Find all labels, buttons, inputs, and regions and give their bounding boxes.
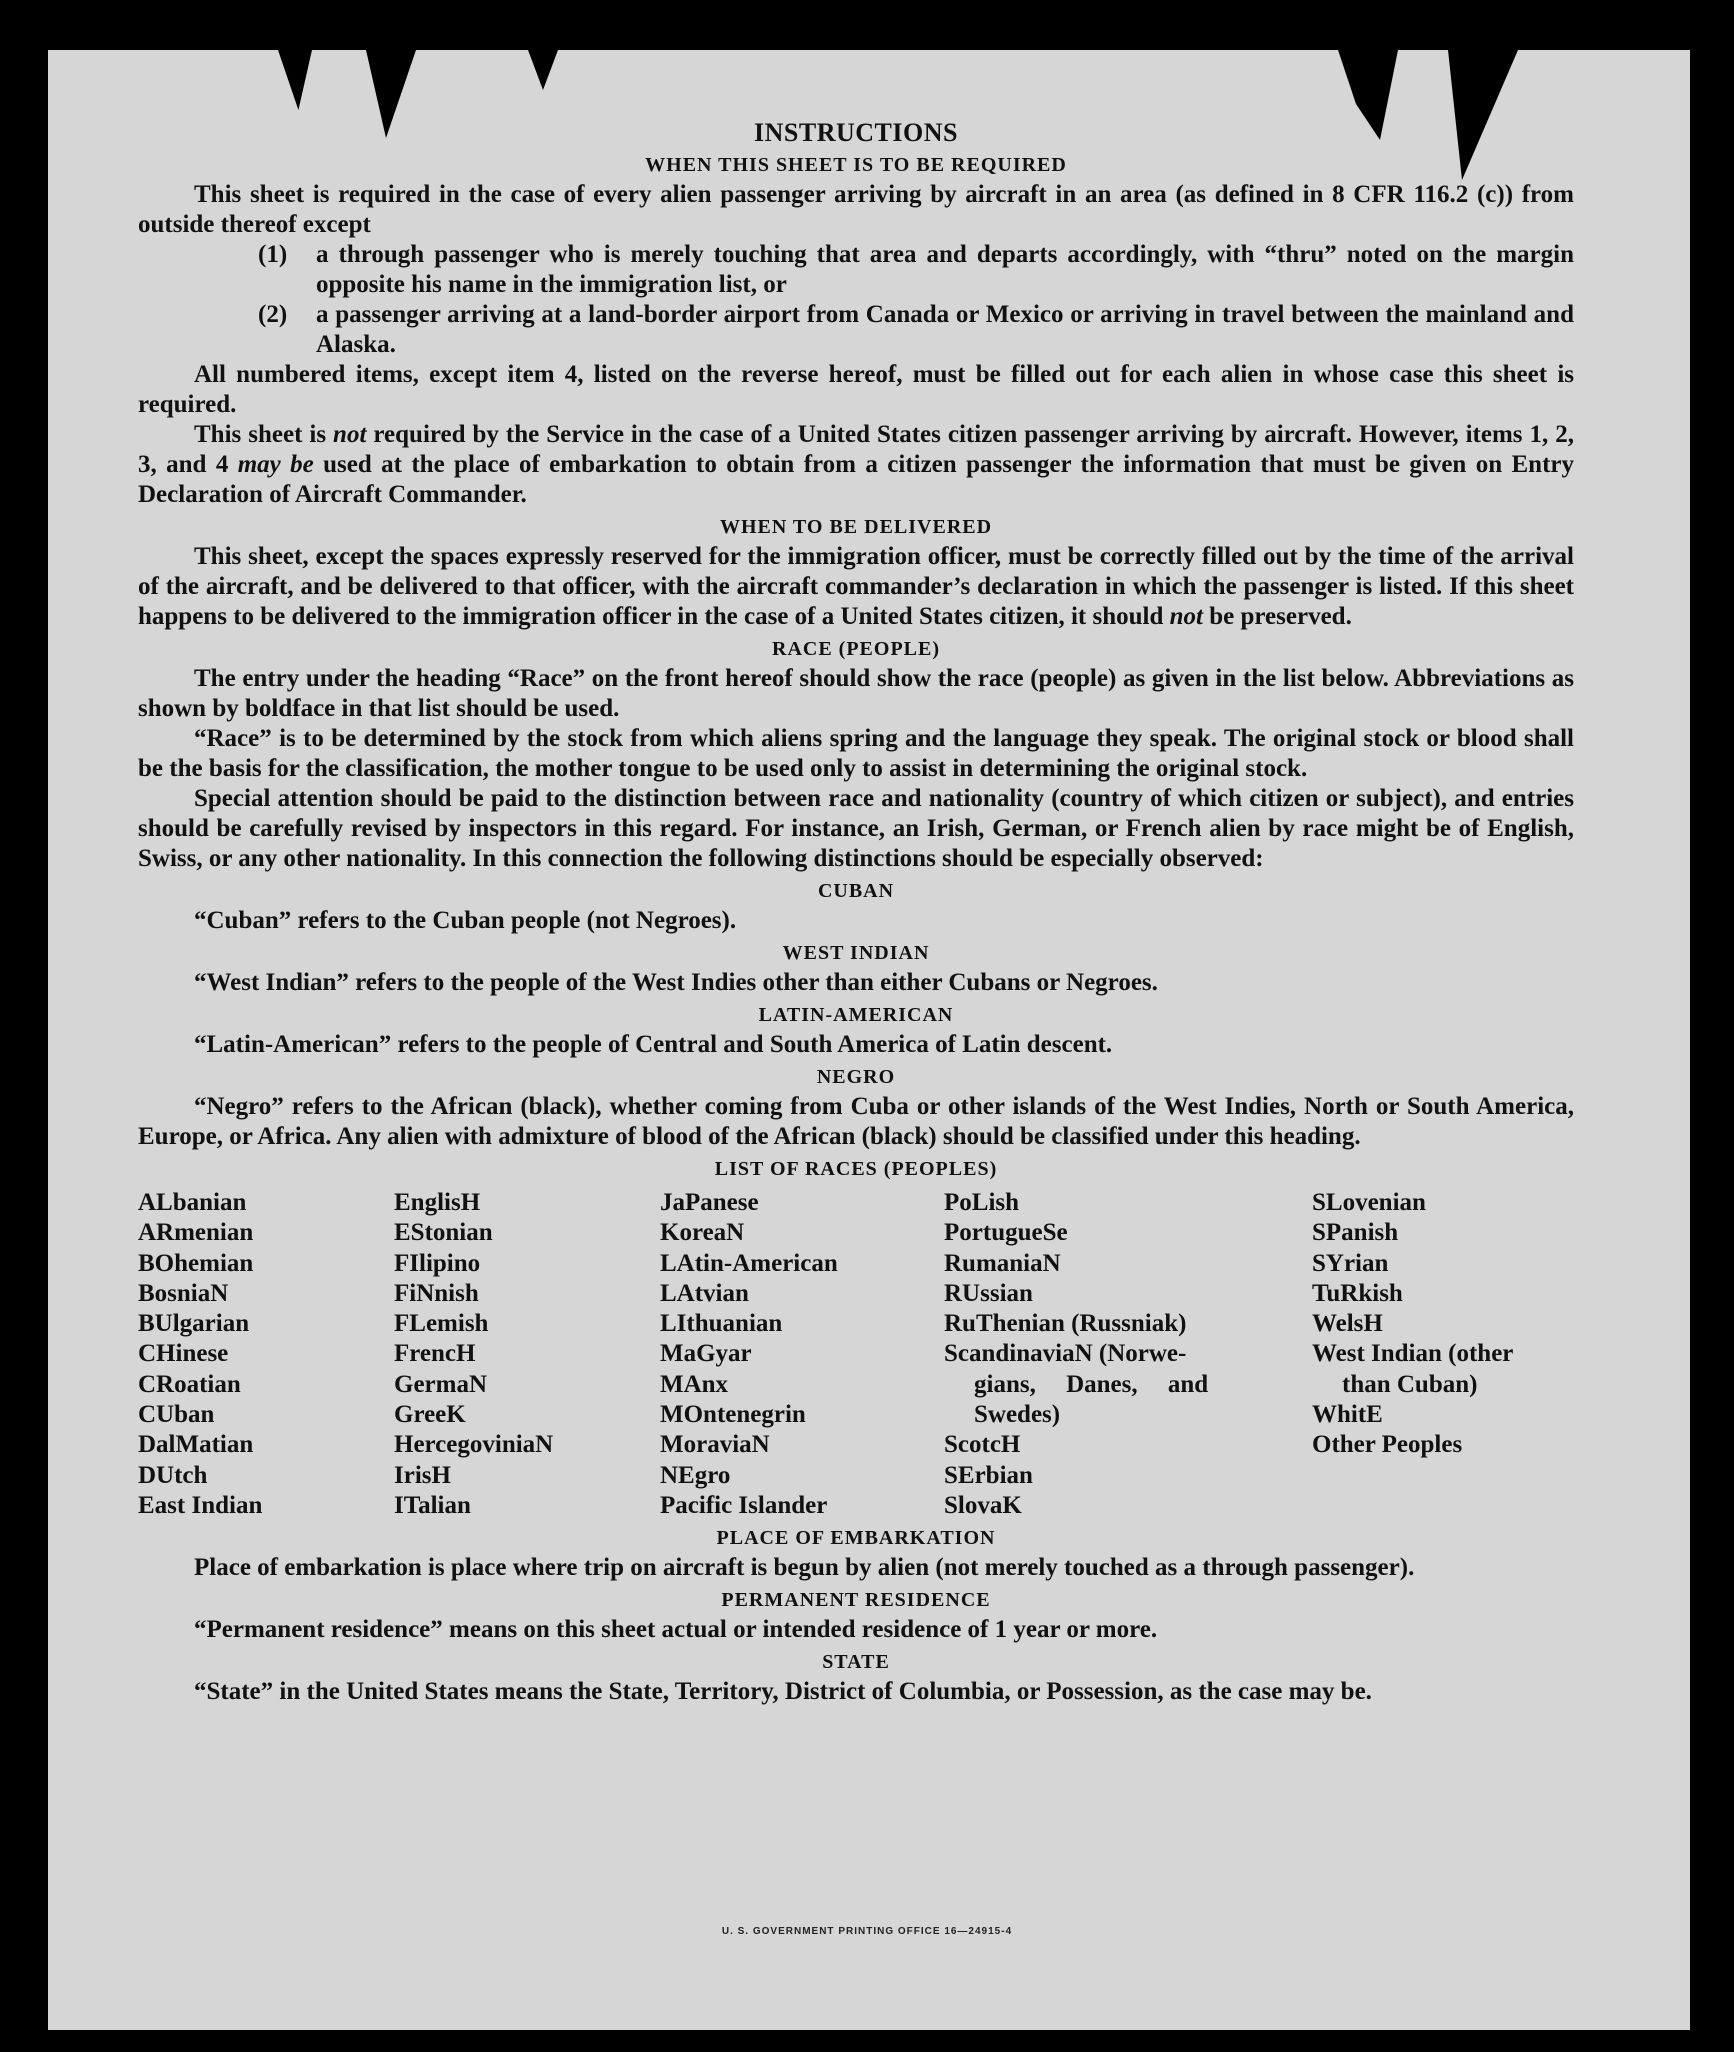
race-item: East Indian: [138, 1491, 263, 1519]
paragraph: Special attention should be paid to the distinction between race and nationality (country of which citizen or subject), and entries should be carefully revised by inspectors in this regard. For instance, an Irish, German, or French alien by race might be of English, Swiss, or any other nationality. In this connection the following distinctions should be especially observed:: [138, 785, 1574, 872]
race-item: LAtvian: [660, 1279, 749, 1307]
paragraph: All numbered items, except item 4, listed on the reverse hereof, must be filled out for each alien in whose case this sheet is required.: [138, 361, 1574, 418]
race-item: RuThenian (Russniak): [944, 1310, 1187, 1338]
races-column: [944, 1188, 1312, 1521]
race-item: Other Peoples: [1312, 1431, 1463, 1459]
paragraph: [138, 420, 1574, 510]
race-item: FLemish: [394, 1310, 489, 1338]
race-item: ScotcH: [944, 1431, 1021, 1459]
text-run: required by the Service in the case of a United States citizen passenger arriving by aircraft. However, items 1, 2, 3, and 4: [138, 421, 1574, 478]
race-item: gians, Danes, and: [974, 1370, 1209, 1398]
race-item: IrisH: [394, 1461, 451, 1489]
race-item: TuRkish: [1312, 1279, 1403, 1307]
list-item: [138, 240, 1574, 300]
race-item: NEgro: [660, 1461, 731, 1489]
race-item: GermaN: [394, 1370, 488, 1398]
race-item: CRoatian: [138, 1370, 241, 1398]
race-item: MAnx: [660, 1370, 729, 1398]
race-item: FiNnish: [394, 1279, 479, 1307]
emphasis: not: [1169, 603, 1203, 630]
race-item: ITalian: [394, 1491, 471, 1519]
race-item: KoreaN: [660, 1219, 745, 1247]
page-title: INSTRUCTIONS: [754, 118, 958, 147]
paragraph: “Cuban” refers to the Cuban people (not Negroes).: [194, 907, 737, 934]
list-number: (2): [258, 301, 288, 328]
section-heading: PLACE OF EMBARKATION: [716, 1527, 996, 1550]
section-heading: CUBAN: [817, 880, 895, 902]
races-column: [660, 1188, 944, 1521]
list-number: (1): [258, 241, 288, 268]
races-column: [394, 1188, 660, 1521]
race-item: FIlipino: [394, 1249, 481, 1277]
paragraph: “Race” is to be determined by the stock from which aliens spring and the language they speak. The original stock or blood shall be the basis for the classification, the mother tongue to be used only to assist in determining the original stock.: [138, 725, 1574, 782]
race-item: SYrian: [1312, 1249, 1389, 1277]
race-item: CUban: [138, 1401, 215, 1429]
race-item: RumaniaN: [944, 1249, 1061, 1277]
paragraph: “Permanent residence” means on this sheet actual or intended residence of 1 year or more.: [194, 1616, 1158, 1644]
race-item: CHinese: [138, 1340, 229, 1368]
races-list: [138, 1188, 1574, 1521]
paragraph: “State” in the United States means the State, Territory, District of Columbia, or Possession, as the case may be.: [194, 1678, 1372, 1706]
paragraph: This sheet is required in the case of every alien passenger arriving by aircraft in an area (as defined in 8 CFR 116.2 (c)) from outside thereof except: [138, 181, 1574, 238]
race-item: HercegoviniaN: [394, 1431, 554, 1459]
race-item: West Indian (other: [1312, 1340, 1514, 1368]
race-item: MoraviaN: [660, 1431, 770, 1459]
section-heading: WHEN TO BE DELIVERED: [719, 516, 993, 538]
race-item: SPanish: [1312, 1219, 1399, 1247]
instructions-text: [138, 118, 1574, 1707]
printer-imprint: U. S. GOVERNMENT PRINTING OFFICE 16—24915-4: [721, 1926, 1013, 1937]
paragraph: “Negro” refers to the African (black), whether coming from Cuba or other islands of the West Indies, North or South America, Europe, or Africa. Any alien with admixture of blood of the African (black) should be classified under this heading.: [138, 1093, 1574, 1150]
paragraph: “West Indian” refers to the people of the West Indies other than either Cubans or Negroes.: [194, 969, 1158, 996]
section-heading: RACE (PEOPLE): [772, 638, 940, 660]
section-heading: LIST OF RACES (PEOPLES): [714, 1158, 998, 1180]
race-item: BOhemian: [138, 1249, 254, 1277]
race-item: EnglisH: [394, 1189, 481, 1216]
paragraph: [138, 542, 1574, 632]
section-heading: STATE: [822, 1651, 890, 1674]
race-item: DalMatian: [138, 1431, 254, 1459]
list-text: a through passenger who is merely touching that area and departs accordingly, with “thru” noted on the margin opposite his name in the immigration list, or: [316, 241, 1574, 298]
race-item: SLovenian: [1312, 1189, 1426, 1216]
paragraph: “Latin-American” refers to the people of Central and South America of Latin descent.: [194, 1031, 1113, 1058]
text-run: used at the place of embarkation to obtain from a citizen passenger the information that must be given on Entry Declaration of Aircraft Commander.: [138, 451, 1574, 508]
text-run: This sheet, except the spaces expressly reserved for the immigration officer, must be correctly filled out by the time of the arrival of the aircraft, and be delivered to that officer, with the aircraft commander’s declaration in which the passenger is listed. If this sheet happens to be delivered to the immigration officer in the case of a United States citizen, it should: [138, 543, 1574, 630]
race-item: FrencH: [394, 1340, 476, 1368]
race-item: LIthuanian: [660, 1310, 783, 1338]
section-heading: WEST INDIAN: [782, 942, 930, 964]
race-item: EStonian: [394, 1219, 493, 1247]
race-item: RUssian: [944, 1279, 1033, 1307]
race-item: WhitE: [1312, 1401, 1383, 1429]
race-item: GreeK: [394, 1401, 466, 1429]
race-item: ScandinaviaN (Norwe-: [944, 1340, 1187, 1368]
section-heading: NEGRO: [816, 1066, 896, 1088]
paragraph: The entry under the heading “Race” on the front hereof should show the race (people) as given in the list below. Abbreviations as shown by boldface in that list should be used.: [138, 665, 1574, 722]
emphasis: not: [333, 421, 367, 448]
torn-edge: [278, 50, 312, 110]
race-item: Swedes): [974, 1401, 1061, 1429]
race-item: MOntenegrin: [660, 1401, 806, 1429]
race-item: BosniaN: [138, 1279, 229, 1307]
race-item: JaPanese: [660, 1189, 759, 1216]
race-item: PortugueSe: [944, 1219, 1068, 1247]
section-heading: PERMANENT RESIDENCE: [721, 1589, 991, 1612]
section-heading: LATIN-AMERICAN: [758, 1004, 954, 1026]
torn-edge: [528, 50, 558, 90]
race-item: SErbian: [944, 1461, 1033, 1489]
race-item: LAtin-American: [660, 1249, 838, 1277]
race-item: SlovaK: [944, 1491, 1022, 1519]
races-column: [1312, 1188, 1574, 1521]
race-item: ALbanian: [138, 1189, 247, 1216]
race-item: Pacific Islander: [660, 1491, 828, 1519]
race-item: than Cuban): [1342, 1370, 1478, 1398]
list-item: [138, 300, 1574, 360]
race-item: BUlgarian: [138, 1310, 250, 1338]
section-heading: WHEN THIS SHEET IS TO BE REQUIRED: [645, 154, 1067, 176]
race-item: DUtch: [138, 1461, 208, 1489]
race-item: PoLish: [944, 1189, 1020, 1216]
races-column: [138, 1188, 394, 1521]
race-item: WelsH: [1312, 1310, 1383, 1338]
race-item: MaGyar: [660, 1340, 752, 1368]
emphasis: may be: [237, 451, 314, 478]
text-run: be preserved.: [1203, 603, 1352, 630]
race-item: ARmenian: [138, 1219, 254, 1247]
text-run: This sheet is: [194, 421, 334, 448]
list-text: a passenger arriving at a land-border airport from Canada or Mexico or arriving in travel between the mainland and Alaska.: [316, 301, 1574, 358]
paragraph: Place of embarkation is place where trip on aircraft is begun by alien (not merely touched as a through passenger).: [194, 1554, 1415, 1582]
